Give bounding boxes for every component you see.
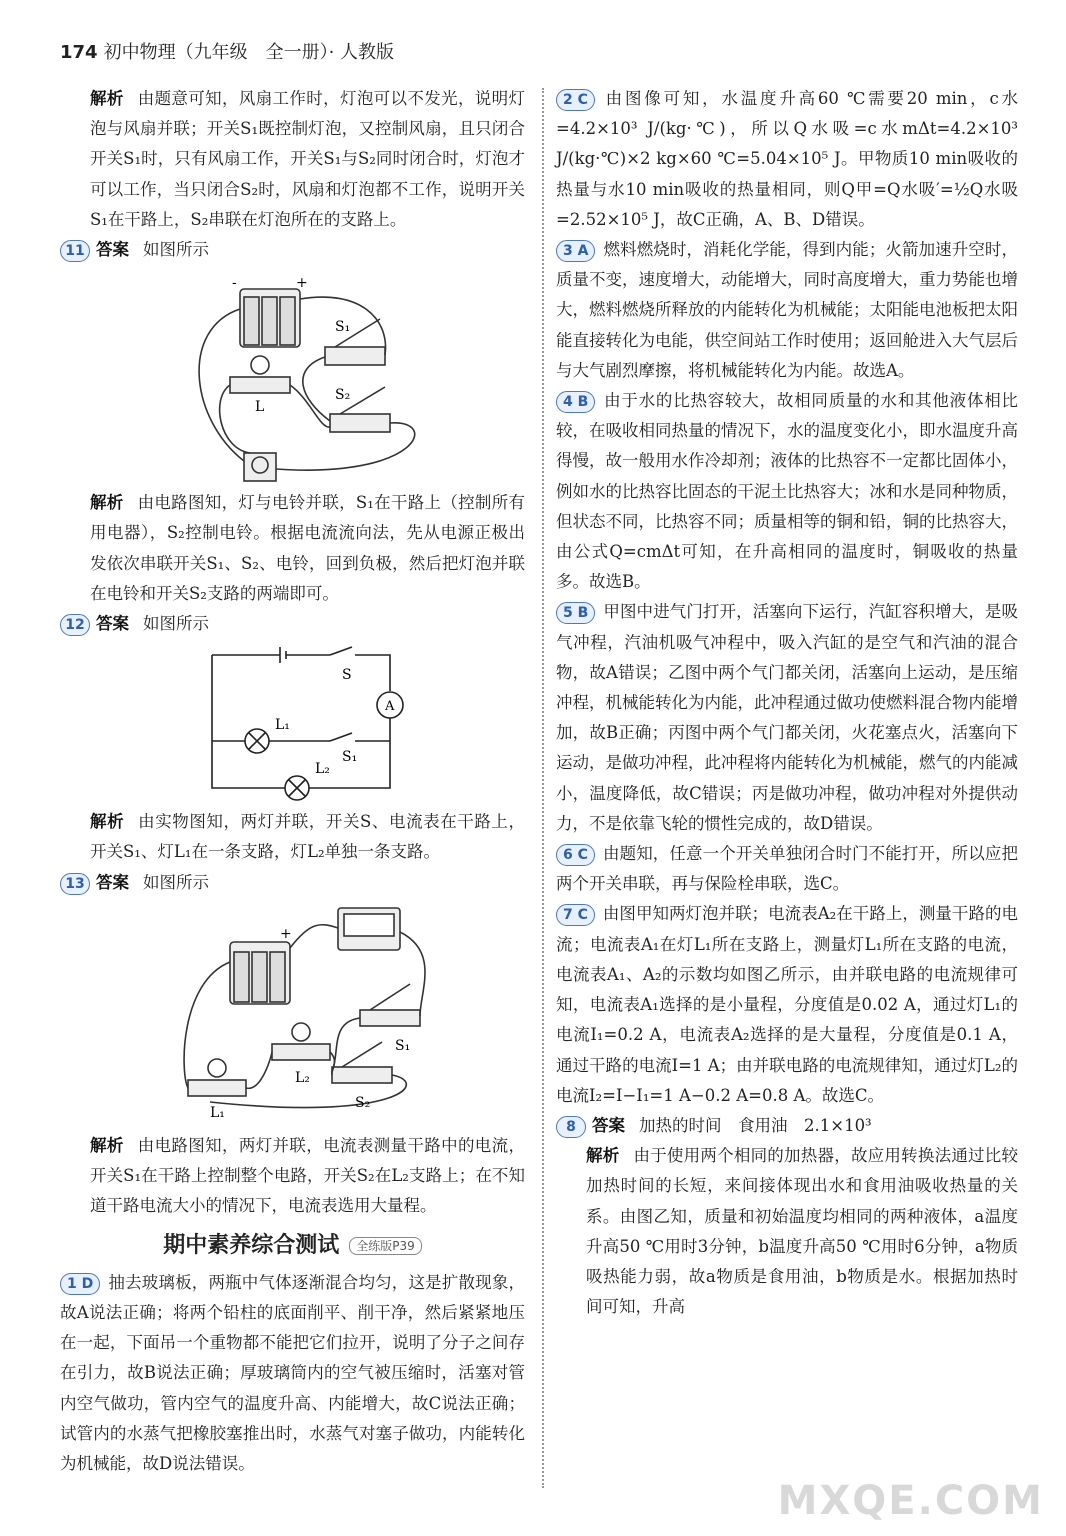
section-reference: 全练版P39 [349, 1237, 422, 1255]
svg-text:S₁: S₁ [395, 1037, 411, 1054]
page-number: 174 [60, 42, 98, 63]
svg-text:L₁: L₁ [210, 1104, 225, 1121]
question-1: 1 D 抽去玻璃板，两瓶中气体逐渐混合均匀，这是扩散现象，故A说法正确；将两个铅柱的底面削平、削干净，然后紧紧地压在一起，下面吊一个重物都不能把它们拉开，说明了分子之间存在引力，故B说法正确；厚玻璃筒内的空气被压缩时，活塞对管内空气做功，管内空气的温度升高、内能增大，故C说法正确；试管内的水蒸气把橡胶塞推出时，水蒸气对塞子做功，内能转化为机械能，故D说法错误。 [60, 1272, 525, 1473]
answer-8: 8 答案 加热的时间 食用油 2.1×10³ [556, 1111, 1018, 1141]
answer-13: 13 答案 如图所示 [60, 868, 525, 898]
question-3: 3 A 燃料燃烧时，消耗化学能，得到内能；火箭加速升空时，质量不变，速度增大，动能增大，同时高度增大，重力势能也增大，燃料燃烧所释放的内能转化为机械能；太阳能电池板把太阳能直接转化为电能，供空间站工作时使用；返回舱进入大气层后与大气剧烈摩擦，将机械能转化为内能。故选A。 [556, 240, 1018, 380]
watermark: MXQE.COM [777, 1478, 1044, 1524]
question-tag-4: 4 B [556, 391, 595, 413]
svg-text:S₂: S₂ [335, 387, 351, 404]
analysis-label: 解析 [90, 89, 124, 108]
svg-text:S: S [342, 667, 352, 684]
question-number-13: 13 [60, 873, 90, 895]
analysis-12: 解析 由实物图知，两灯并联，开关S、电流表在干路上，开关S₁、灯L₁在一条支路，灯L₂单独一条支路。 [90, 812, 525, 862]
analysis-13: 解析 由电路图知，两灯并联，电流表测量干路中的电流，开关S₁在干路上控制整个电路，开关S₂在L₂支路上；在不知道干路电流大小的情况下，电流表选用大量程。 [90, 1135, 526, 1216]
section-title: 期中素养综合测试 全练版P39 [60, 1231, 525, 1261]
column-divider [542, 88, 544, 1488]
answer-12: 12 答案 如图所示 [60, 609, 525, 639]
svg-text:L: L [255, 399, 265, 416]
analysis-11: 解析 由电路图知，灯与电铃并联，S₁在干路上（控制所有用电器），S₂控制电铃。根据电流流向法，先从电源正极出发依次串联开关S₁、S₂、电铃，回到负极，然后把灯泡并联在电铃和开关S₂支路的两端即可。 [90, 493, 525, 603]
question-number-8: 8 [556, 1116, 586, 1138]
question-4: 4 B 由于水的比热容较大，故相同质量的水和其他液体相比较，在吸收相同热量的情况下，水的温度变化小，即水温度升高得慢，故一般用水作冷却剂；液体的比热容不一定都比固体小，例如水的比热容比固态的干泥土比热容大；冰和水是同种物质，但状态不同，比热容不同；质量相等的铜和铅，铜的比热容大，由公式Q=cmΔt可知，在升高相同的温度时，铜吸收的热量多。故选B。 [556, 391, 1018, 592]
svg-text:+: + [296, 275, 308, 292]
svg-text:L₂: L₂ [315, 761, 330, 778]
svg-text:S₂: S₂ [355, 1094, 371, 1111]
question-tag-2: 2 C [556, 89, 595, 111]
figure-11-circuit [60, 269, 525, 484]
svg-text:S₁: S₁ [335, 319, 351, 336]
question-tag-3: 3 A [556, 240, 595, 262]
question-6: 6 C 由题知，任意一个开关单独闭合时门不能打开，所以应把两个开关串联，再与保险栓串联，选C。 [556, 844, 1018, 894]
analysis-10: 解析 由题意可知，风扇工作时，灯泡可以不发光，说明灯泡与风扇并联；开关S₁既控制灯泡，又控制风扇，且只闭合开关S₁时，只有风扇工作，开关S₁与S₂同时闭合时，灯泡才可以工作，当只闭合S₂时，风扇和灯泡都不工作，说明开关S₁在干路上，S₂串联在灯泡所在的支路上。 [90, 89, 526, 229]
svg-text:L₂: L₂ [295, 1069, 310, 1086]
svg-text:S₁: S₁ [342, 749, 358, 766]
page-header [60, 38, 394, 64]
svg-text:-: - [232, 275, 237, 292]
question-2: 2 C 由图像可知，水温度升高60 ℃需要20 min，c水=4.2×10³ J/(kg·℃)，所以Q水吸=c水mΔt=4.2×10³ J/(kg·℃)×2 kg×60 ℃=5.04×10⁵ J。甲物质10 min吸收的热量与水10 min吸收的热量相同，则Q甲=Q水吸′=½Q水吸=2.52×10⁵ J，故C正确，A、B、D错误。 [556, 89, 1018, 229]
svg-text:L₁: L₁ [275, 717, 290, 734]
svg-text:+: + [280, 925, 292, 942]
analysis-8: 解析 由于使用两个相同的加热器，故应用转换法通过比较加热时间的长短，来间接体现出水和食用油吸收热量的关系。由图乙知，质量和初始温度均相同的两种液体，a温度升高50 ℃用时3分钟，b温度升高50 ℃用时6分钟，a物质吸热能力弱，故a物质是食用油，b物质是水。根据加热时间可知，升高 [586, 1146, 1019, 1317]
question-number-11: 11 [60, 240, 90, 262]
question-5: 5 B 甲图中进气门打开，活塞向下运行，汽缸容积增大，是吸气冲程，汽油机吸气冲程中，吸入汽缸的是空气和汽油的混合物，故A错误；乙图中两个气门都关闭，活塞向上运动，是压缩冲程，机械能转化为内能，此冲程通过做功使燃料混合物内能增加，故B正确；丙图中两个气门都关闭，火花塞点火，活塞向下运动，是做功冲程，此冲程将内能转化为机械能，燃气的内能减小，温度降低，故C错误；丙是做功冲程，做功冲程对外提供动力，不是依靠飞轮的惯性完成的，故D错误。 [556, 602, 1018, 833]
question-number-12: 12 [60, 614, 90, 636]
question-tag-1: 1 D [60, 1273, 100, 1295]
right-column [556, 84, 1018, 1322]
figure-12-circuit-diagram [60, 643, 525, 803]
question-tag-6: 6 C [556, 844, 595, 866]
question-tag-7: 7 C [556, 904, 595, 926]
question-tag-5: 5 B [556, 602, 595, 624]
left-column [60, 84, 525, 1479]
book-title: 初中物理（九年级 全一册）· 人教版 [103, 42, 395, 63]
svg-text:A: A [385, 699, 395, 715]
answer-11: 11 答案 如图所示 [60, 235, 525, 265]
figure-13-circuit [60, 902, 525, 1127]
question-7: 7 C 由图甲知两灯泡并联；电流表A₂在干路上，测量干路的电流；电流表A₁在灯L₁所在支路上，测量灯L₁所在支路的电流，电流表A₁、A₂的示数均如图乙所示，由并联电路的电流规律可知，电流表A₁选择的是小量程，分度值是0.02 A，通过灯L₁的电流I₁=0.2 A，电流表A₂选择的是大量程，分度值是0.1 A，通过干路的电流I=1 A；由并联电路的电流规律知，通过灯L₂的电流I₂=I−I₁=1 A−0.2 A=0.8 A。故选C。 [556, 904, 1018, 1105]
